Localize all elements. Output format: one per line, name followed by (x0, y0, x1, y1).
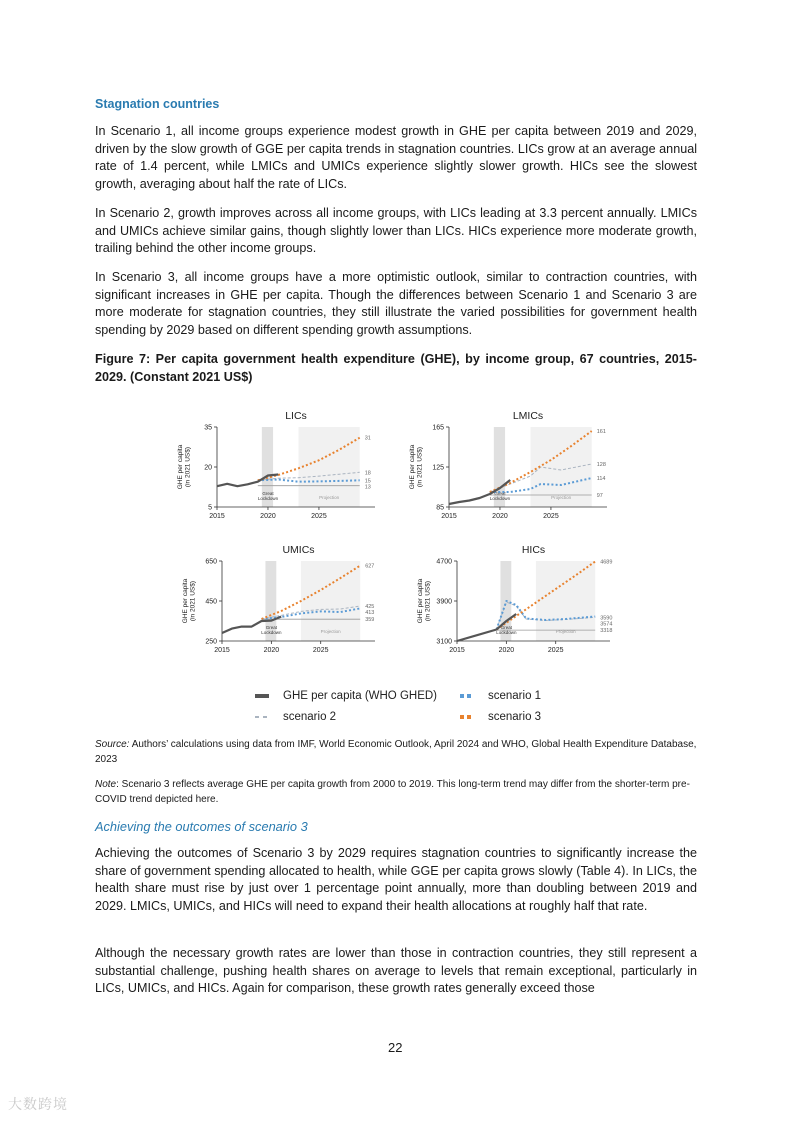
legend-label: scenario 1 (488, 690, 542, 702)
chart-title: LMICs (512, 410, 544, 422)
legend-swatch-dotted-blue (460, 694, 474, 698)
x-tick-label: 2020 (492, 513, 508, 520)
end-value-label: 18 (364, 470, 371, 477)
y-axis-label: GHE per capita(in 2021 US$) (182, 578, 197, 624)
annotation-great-lockdown: Great Lockdown (496, 625, 517, 635)
y-tick-label: 125 (432, 464, 444, 472)
x-tick-label: 2015 (209, 513, 225, 520)
paragraph-scenario-1: In Scenario 1, all income groups experience modest growth in GHE per capita between 2019 and 2029, driven by the slow growth of GGE per capita trends in stagnation countries. LICs grow at an average annual rate of 1.4 percent, while LMICs and UMICs experience slightly slower growth. HICs see the slowest growth, averaging about half the rate of LICs. (95, 124, 697, 192)
y-tick-label: 4700 (436, 558, 452, 566)
end-value-label: 97 (596, 493, 603, 499)
chart-panel-umics (182, 544, 375, 654)
y-tick-label: 20 (204, 464, 212, 472)
end-value-label: 31 (364, 435, 371, 442)
chart-panel-lmics (409, 410, 607, 520)
source-label: Source: (95, 739, 130, 750)
paragraph-scenario-2: In Scenario 2, growth improves across all income groups, with LICs leading at 3.3 percent annually. LMICs and UMICs achieve similar gains, though slightly lower than LICs. HICs experience more moderate growth, trailing behind the other income groups. (95, 206, 697, 256)
y-axis-label: GHE per capita(in 2021 US$) (417, 578, 432, 624)
source-note (95, 738, 697, 767)
y-tick-label: 35 (204, 424, 212, 432)
annotation-great-lockdown: Great Lockdown (257, 491, 279, 501)
subheading: Achieving the outcomes of scenario 3 (95, 819, 308, 834)
legend-swatch-dotted-orange (460, 715, 474, 719)
y-tick-label: 85 (436, 504, 444, 512)
y-tick-label: 650 (205, 558, 217, 566)
legend-label: GHE per capita (WHO GHED) (283, 690, 437, 702)
chart-title: LICs (285, 410, 307, 422)
figure-note (95, 778, 697, 807)
legend-item-historical (255, 690, 437, 702)
chart-panel-lics (177, 410, 375, 520)
end-value-label: 425 (365, 604, 375, 610)
annotation-great-lockdown: Great Lockdown (489, 491, 511, 501)
chart-legend (255, 688, 555, 730)
end-value-label: 413 (365, 610, 375, 616)
chart-panel-hics (417, 544, 612, 654)
y-tick-label: 450 (205, 598, 217, 606)
y-tick-label: 3100 (436, 638, 452, 646)
x-tick-label: 2020 (260, 513, 276, 520)
end-value-label: 627 (365, 563, 375, 570)
end-value-label: 3318 (600, 628, 613, 635)
end-value-label: 15 (364, 478, 371, 485)
y-axis-label: GHE per capita(in 2021 US$) (177, 444, 192, 490)
annotation-great-lockdown: Great Lockdown (261, 625, 282, 635)
source-text: Authors’ calculations using data from IMF, World Economic Outlook, April 2024 and WHO, Global Health Expenditure Database, 2023 (95, 739, 697, 765)
end-value-label: 13 (364, 484, 371, 491)
y-tick-label: 3900 (436, 598, 452, 606)
legend-item-scenario-3 (460, 711, 541, 723)
note-text: : Scenario 3 reflects average GHE per capita growth from 2000 to 2019. This long-term trend may differ from the shorter-term pre-COVID trend depicted here. (95, 779, 690, 805)
annotation-projection: Projection (555, 629, 576, 634)
chart-title: HICs (521, 544, 546, 556)
x-tick-label: 2025 (543, 513, 559, 520)
x-tick-label: 2020 (498, 647, 515, 654)
paragraph-although: Although the necessary growth rates are lower than those in contraction countries, they still represent a substantial challenge, pushing health shares on average to levels that remain exceptional, particularly in LICs, UMICs, and HICs. Again for comparison, these growth rates generally exceed those (95, 946, 697, 996)
watermark: 大数跨境 (8, 1096, 68, 1112)
annotation-projection: Projection (320, 629, 341, 634)
x-tick-label: 2015 (214, 647, 230, 654)
paragraph-scenario-3: In Scenario 3, all income groups have a more optimistic outlook, similar to contraction countries, with significant increases in GHE per capita. Though the differences between Scenario 1 and Scenario 3 are more moderate for stagnation countries, they still illustrate the varied possibilities for government health spending by 2029 based on different spending growth assumptions. (95, 270, 697, 338)
x-tick-label: 2020 (263, 647, 280, 654)
chart-title: UMICs (282, 544, 315, 556)
x-tick-label: 2025 (547, 647, 564, 654)
end-value-label: 4689 (600, 559, 613, 566)
legend-swatch-dashed-gray (255, 716, 269, 718)
x-tick-label: 2015 (449, 647, 465, 654)
end-value-label: 3574 (600, 621, 613, 628)
x-tick-label: 2025 (312, 647, 329, 654)
end-value-label: 3590 (600, 615, 613, 622)
legend-item-scenario-1 (460, 690, 541, 702)
legend-label: scenario 3 (488, 711, 542, 723)
y-axis-label: GHE per capita(in 2021 US$) (409, 444, 424, 490)
end-value-label: 359 (365, 617, 375, 624)
section-heading: Stagnation countries (95, 97, 220, 111)
figure-title: Figure 7: Per capita government health expenditure (GHE), by income group, 67 countries, 2015-2029. (Constant 2021 US$) (95, 352, 697, 384)
end-value-label: 161 (596, 429, 606, 435)
legend-item-scenario-2 (255, 711, 336, 723)
y-tick-label: 250 (205, 638, 217, 646)
paragraph-achieving: Achieving the outcomes of Scenario 3 by 2029 requires stagnation countries to significantly increase the share of government spending allocated to health, while GGE per capita grows slowly (Table 4). In LICs, the health share must rise by just over 1 percentage point annually, more than doubling between 2019 and 2029. LMICs, UMICs, and HICs will need to expand their health allocations at roughly half that rate. (95, 846, 697, 914)
end-value-label: 114 (596, 476, 606, 482)
x-tick-label: 2015 (441, 513, 457, 520)
y-tick-label: 5 (208, 504, 212, 512)
annotation-projection: Projection (551, 495, 572, 500)
x-tick-label: 2025 (311, 513, 327, 520)
page-number: 22 (388, 1040, 403, 1055)
legend-label: scenario 2 (283, 711, 337, 723)
legend-swatch-solid (255, 694, 269, 698)
end-value-label: 128 (596, 462, 606, 468)
y-tick-label: 165 (432, 424, 444, 432)
note-label: Note (95, 779, 117, 790)
annotation-projection: Projection (319, 495, 340, 500)
